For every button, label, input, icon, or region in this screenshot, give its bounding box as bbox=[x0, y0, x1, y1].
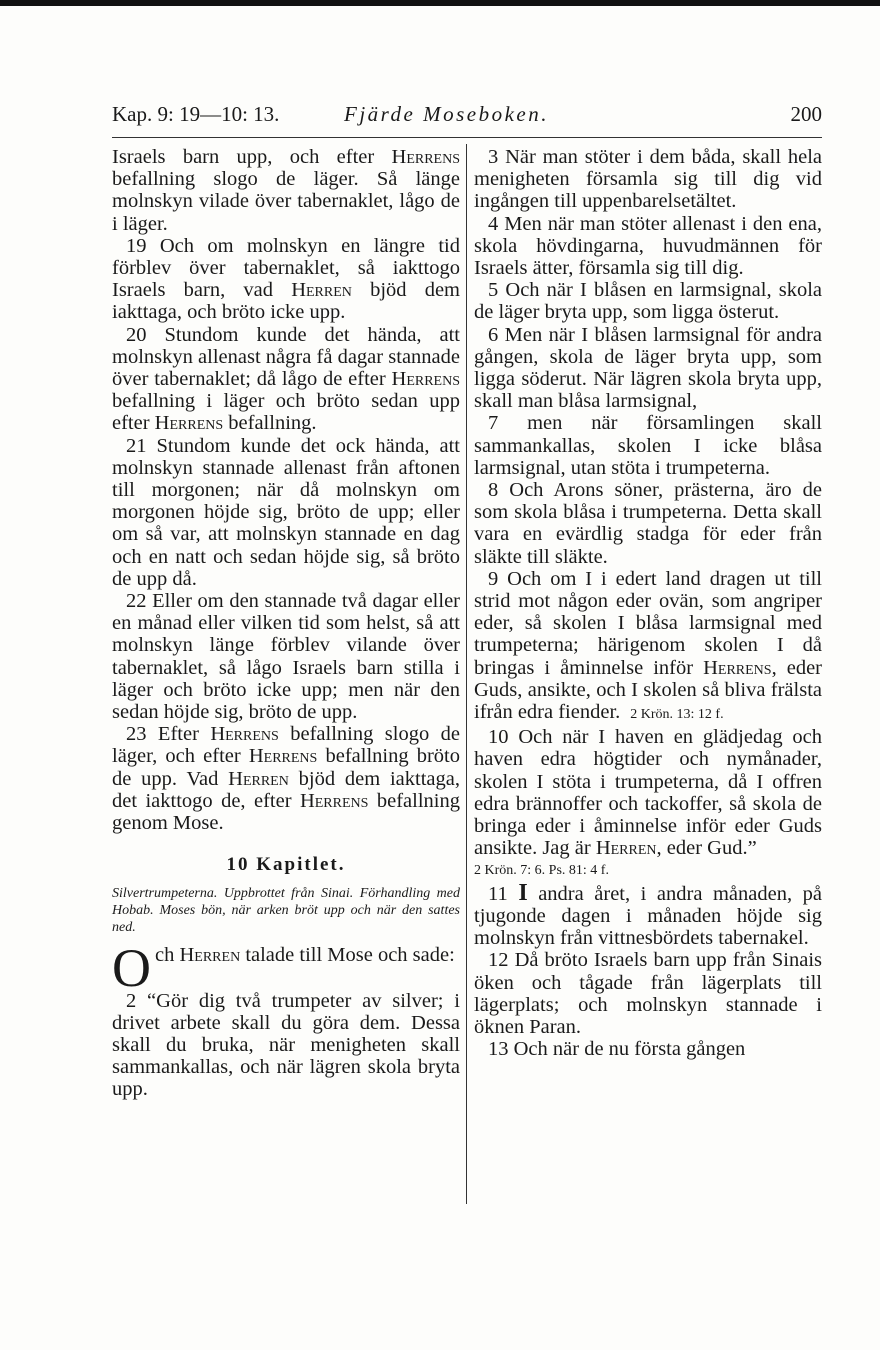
right-column bbox=[474, 146, 822, 1060]
verse-1: Och Herren talade till Mose och sade: bbox=[112, 937, 455, 998]
chapter-title: 10 Kapitlet. bbox=[226, 854, 346, 876]
verse-6: 6 Men när I blåsen larmsignal för andra gången, skola de läger bryta upp, som ligga söderut. När lägren skola bryta upp, skall man blåsa larmsignal, bbox=[474, 323, 822, 413]
verse-20: 20 Stundom kunde det hända, att molnskyn allenast några få dagar stannade över tabernaklet; då lågo de efter Herrens befallning i läger och bröto sedan upp efter Herrens befallning. bbox=[112, 323, 460, 435]
verse-19: 19 Och om molnskyn en längre tid förblev över tabernaklet, så iakttogo Israels barn, vad Herren bjöd dem iakttaga, och bröto icke upp. bbox=[112, 234, 460, 324]
verse-13: 13 Och när de nu första gången bbox=[488, 1038, 746, 1061]
left-column bbox=[112, 146, 460, 1101]
chapter-summary: Silvertrumpeterna. Uppbrottet från Sinai. Förhandling med Hobab. Moses bön, när arken bröt upp och när den sattes ned. bbox=[112, 885, 460, 935]
verse-11: 11 I andra året, i andra månaden, på tjugonde dagen i månaden höjde sig molnskyn från vittnesbördets tabernakel. bbox=[474, 879, 823, 950]
header-rule bbox=[112, 137, 822, 138]
column-divider bbox=[466, 144, 467, 1204]
cross-reference: 2 Krön. 13: 12 f. bbox=[630, 707, 724, 723]
verse-12: 12 Då bröto Israels barn upp från Sinais öken och tågade från lägerplats till lägerplats; och molnskyn stannade i öknen Paran. bbox=[474, 949, 822, 1038]
verse-3: 3 När man stöter i dem båda, skall hela menigheten församla sig till dig vid ingången till uppenbarelsetältet. bbox=[474, 146, 822, 213]
chapter-reference: Kap. 9: 19—10: 13. bbox=[112, 102, 280, 126]
verse-4: 4 Men när man stöter allenast i den ena, skola hövdingarna, huvudmännen för Israels ätter, församla sig till dig. bbox=[474, 212, 822, 280]
verse-22: 22 Eller om den stannade två dagar eller en månad eller vilken tid som helst, så att molnskyn länge förblev vilande över tabernaklet, så lågo Israels barn stilla i läger och bröto icke upp; men när den sedan höjde sig, bröto de upp. bbox=[112, 590, 460, 724]
verse-10: 10 Och när I haven en glädjedag och haven edra högtider och nymånader, skolen I stöta i trumpeterna, då I offren edra brännoffer och tackoffer, så skola de bringa eder i åminnelse inför eder Guds ansikte. Jag är Herren, eder Gud.” bbox=[474, 726, 822, 860]
verse-5: 5 Och när I blåsen en larmsignal, skola de läger bryta upp, som ligga österut. bbox=[474, 279, 822, 324]
top-border bbox=[0, 0, 880, 6]
verse-2: 2 “Gör dig två trumpeter av silver; i drivet arbete skall du göra dem. Dessa skall du bruka, när menigheten skall sammankallas, och när lägren skola bryta upp. bbox=[112, 989, 460, 1101]
verse-continuation: Israels barn upp, och efter Herrens befallning slogo de läger. Så länge molnskyn vilade över tabernaklet, lågo de i läger. bbox=[112, 146, 460, 235]
running-header bbox=[112, 102, 822, 132]
verse-21: 21 Stundom kunde det ock hända, att molnskyn stannade allenast från aftonen till morgonen; när då molnskyn om morgonen höjde sig, bröto de upp; eller om så var, att molnskyn stannade en dag och en natt och sedan höjde sig, så bröto de upp då. bbox=[112, 434, 460, 590]
book-title: Fjärde Moseboken. bbox=[344, 102, 550, 126]
cross-reference: 2 Krön. 7: 6. Ps. 81: 4 f. bbox=[474, 862, 609, 878]
verse-7: 7 men när församlingen skall sammankallas, skolen I icke blåsa larmsignal, utan stöta i trumpeterna. bbox=[474, 412, 822, 479]
drop-cap: O bbox=[112, 937, 151, 998]
verse-8: 8 Och Arons söner, prästerna, äro de som skola blåsa i trumpeterna. Detta skall vara en evärdlig stadga för eder från släkte till släkte. bbox=[474, 479, 822, 568]
verse-23: 23 Efter Herrens befallning slogo de läger, och efter Herrens befallning bröto de upp. Vad Herren bjöd dem iakttaga, det iakttogo de, efter Herrens befallning genom Mose. bbox=[112, 723, 460, 835]
verse-9: 9 Och om I i edert land dragen ut till strid mot någon eder ovän, som angriper eder, så skolen I blåsa larmsignal med trumpeterna; härigenom skolen I då bringas i åminnelse inför Herrens, eder Guds, ansikte, och I skolen så bliva frälsta ifrån edra fiender. 2 Krön. 13: 12 f. bbox=[474, 567, 822, 724]
page-number: 200 bbox=[790, 102, 822, 126]
